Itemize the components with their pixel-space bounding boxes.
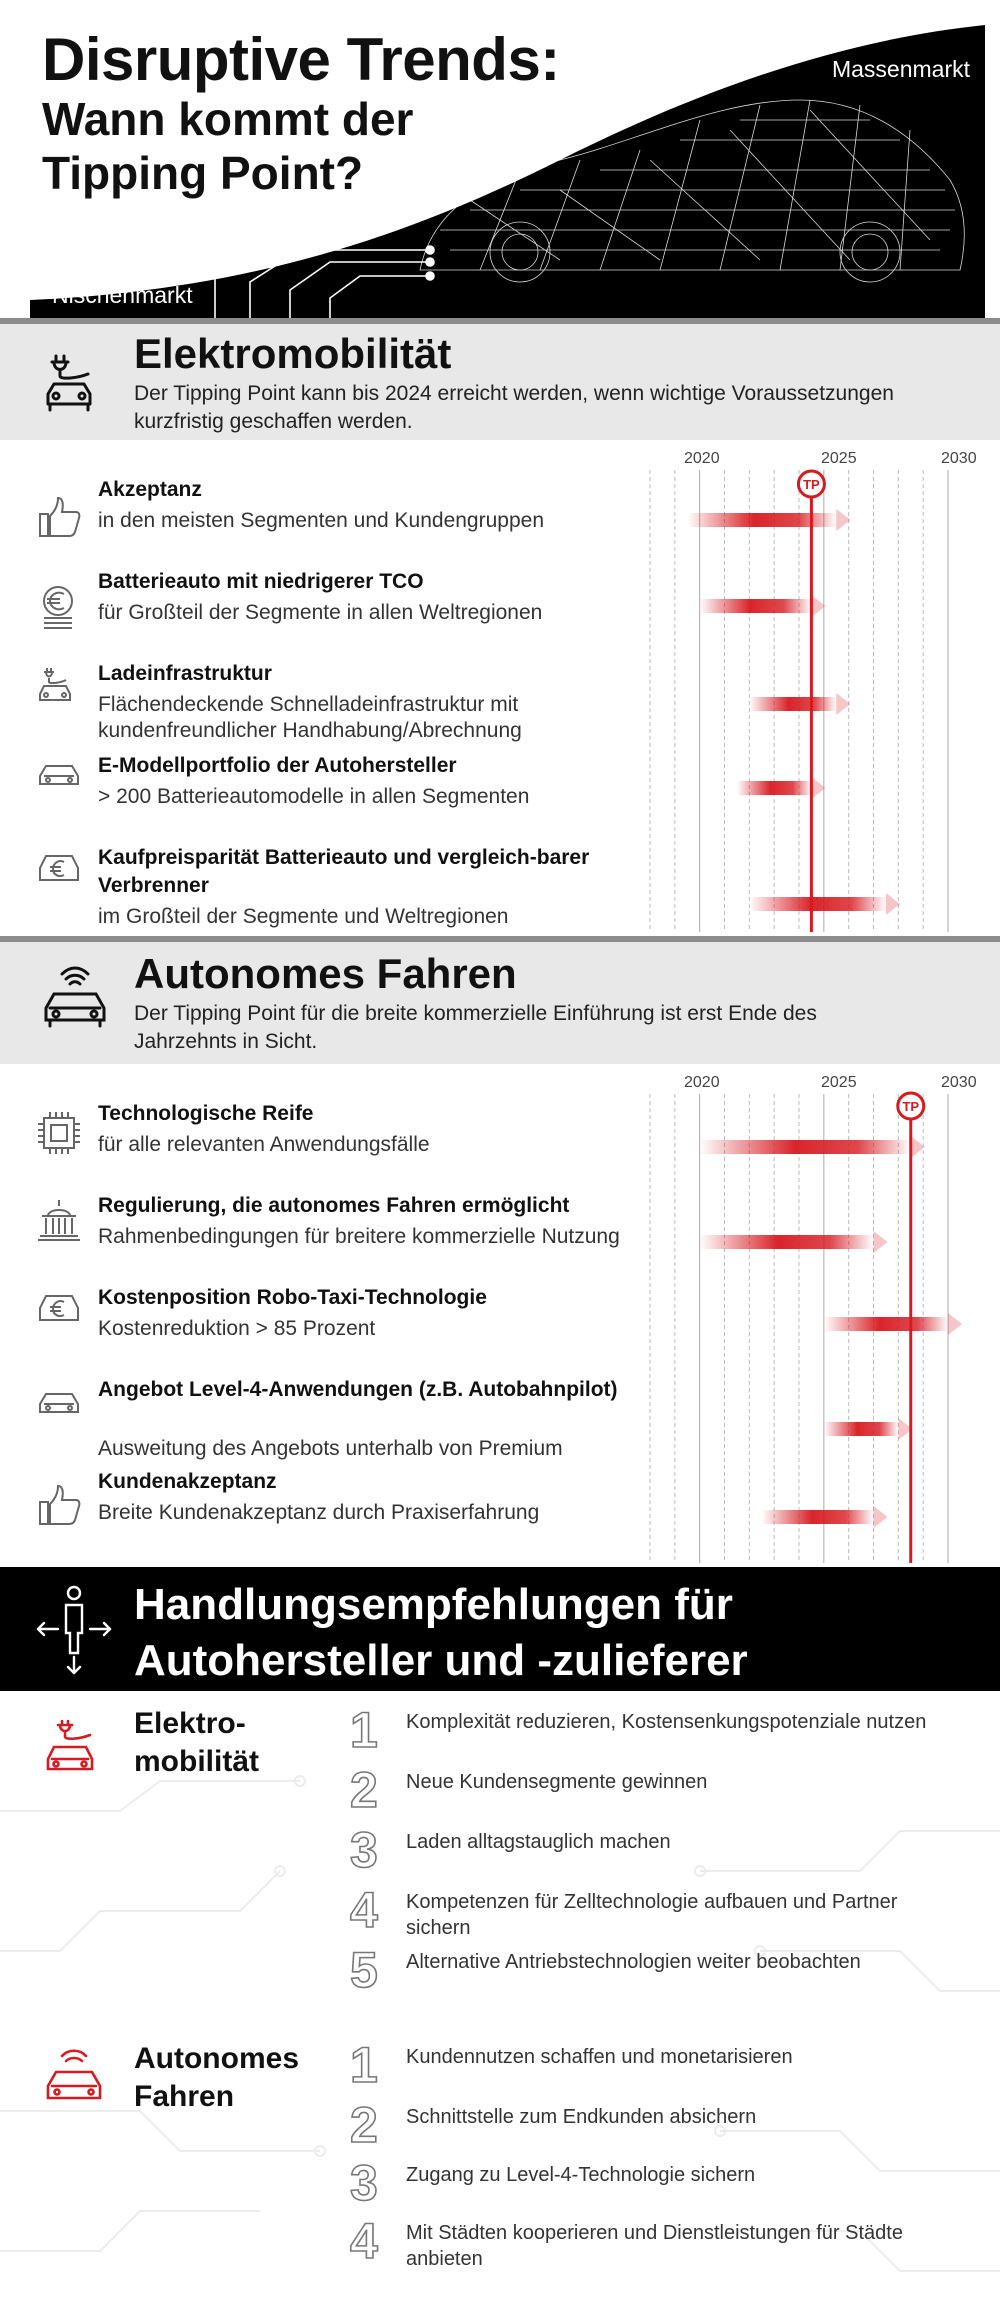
row-title: Ladeinfrastruktur: [98, 662, 272, 685]
timeline-bar: [687, 513, 836, 527]
thumbs-up-icon: [36, 494, 82, 540]
charging-car-icon: [42, 1719, 112, 1779]
rec-item-number: 2: [350, 2097, 378, 2153]
row-title: Kostenposition Robo-Taxi-Technologie: [98, 1286, 487, 1309]
euro-car-icon: [36, 844, 82, 890]
rec-item-text: Alternative Antriebstechnologien weiter beobachten: [406, 1951, 861, 1973]
rec-item-number: 3: [350, 1822, 378, 1878]
rec-item-text: Laden alltagstauglich machen: [406, 1831, 671, 1853]
row-title: E-Modellportfolio der Autohersteller: [98, 754, 457, 777]
rec-autonomous-title-line-1: Autonomes: [134, 2042, 299, 2075]
rec-item-text: Schnittstelle zum Endkunden absichern: [406, 2106, 757, 2128]
year-label-2030: 2030: [941, 1074, 977, 1091]
row-title: Akzeptanz: [98, 478, 202, 501]
timeline-bar: [700, 1235, 874, 1249]
row-description: Ausweitung des Angebots unterhalb von Premium: [98, 1437, 563, 1460]
title-line-1: Disruptive Trends:: [42, 26, 560, 93]
timeline-bar-arrow: [911, 1136, 925, 1158]
row-title: Kundenakzeptanz: [98, 1470, 277, 1493]
timeline-bar-arrow: [886, 893, 900, 915]
timeline-bar: [700, 1140, 911, 1154]
row-title: Regulierung, die autonomes Fahren ermöglicht: [98, 1194, 570, 1217]
timeline-bar: [749, 897, 886, 911]
year-label-2020: 2020: [684, 1074, 720, 1091]
recommendations-banner: [0, 1567, 1000, 1691]
recommendations-title: [134, 1577, 748, 1689]
autonomous-timeline: [0, 1064, 1000, 1567]
row-title: Angebot Level-4-Anwendungen (z.B. Autobahnpilot): [98, 1378, 618, 1401]
row-description: für Großteil der Segmente in allen Weltregionen: [98, 601, 543, 624]
rec-item-text: Mit Städten kooperieren und Dienstleistungen für Städte anbieten: [406, 2222, 903, 2270]
mass-market-label: Massenmarkt: [831, 56, 970, 82]
timeline-bar-arrow: [836, 693, 850, 715]
recommendations-title-line-2: Autohersteller und -zulieferer: [134, 1636, 748, 1685]
timeline-bar-arrow: [811, 777, 825, 799]
rec-autonomous-section: [0, 2036, 1000, 2296]
rec-emobility-title-line-2: mobilität: [134, 1745, 259, 1778]
car-icon: [36, 750, 82, 796]
government-building-icon: [36, 1198, 82, 1244]
emobility-title: Elektromobilität: [134, 330, 452, 377]
row-description: im Großteil der Segmente und Weltregionen: [98, 905, 509, 928]
rec-item-number: 1: [350, 1702, 378, 1758]
rec-item-number: 4: [350, 2213, 378, 2269]
emobility-banner: [0, 324, 1000, 440]
title-line-3: Tipping Point?: [42, 147, 364, 199]
row-description: Breite Kundenakzeptanz durch Praxiserfahrung: [98, 1501, 540, 1524]
year-label-2025: 2025: [821, 1074, 857, 1091]
timeline-bar-arrow: [948, 1313, 962, 1335]
rec-item-number: 4: [350, 1882, 378, 1938]
emobility-description: Der Tipping Point kann bis 2024 erreicht werden, wenn wichtige Voraussetzungen kurzfristig geschaffen werden.: [134, 382, 894, 433]
emobility-timeline: [0, 440, 1000, 936]
timeline-bar: [762, 1510, 874, 1524]
rec-item-number: 3: [350, 2155, 378, 2211]
tipping-point-label: TP: [902, 1099, 920, 1114]
timeline-bar-arrow: [811, 595, 825, 617]
recommendations-title-line-1: Handlungsempfehlungen für: [134, 1580, 733, 1629]
row-description: Flächendeckende Schnelladeinfrastruktur mit kundenfreundlicher Handhabung/Abrechnung: [98, 693, 522, 742]
hero-header: [0, 0, 1000, 318]
euro-car-icon: [36, 1284, 82, 1330]
timeline-bar: [700, 599, 812, 613]
row-title: Technologische Reife: [98, 1102, 314, 1125]
rec-item-text: Zugang zu Level-4-Technologie sichern: [406, 2164, 756, 2186]
timeline-bar-arrow: [874, 1506, 888, 1528]
rec-emobility-section: [0, 1701, 1000, 2001]
timeline-bar: [824, 1317, 948, 1331]
charging-car-icon: [36, 662, 82, 708]
rec-item-number: 2: [350, 1762, 378, 1818]
rec-item-number: 5: [350, 1942, 378, 1998]
thumbs-up-icon: [36, 1482, 82, 1528]
chip-icon: [36, 1110, 82, 1156]
row-description: für alle relevanten Anwendungsfälle: [98, 1133, 430, 1156]
row-title: Batterieauto mit niedrigerer TCO: [98, 570, 424, 593]
autonomous-title: Autonomes Fahren: [134, 950, 517, 997]
charging-car-icon: [38, 344, 112, 418]
rec-autonomous-title-line-2: Fahren: [134, 2080, 235, 2113]
rec-item-text: Neue Kundensegmente gewinnen: [406, 1771, 708, 1793]
niche-market-label: Nischenmarkt: [52, 282, 193, 308]
rec-item-text: Kompetenzen für Zelltechnologie aufbauen und Partner sichern: [406, 1891, 898, 1939]
timeline-bar: [737, 781, 812, 795]
person-arrows-icon: [34, 1583, 114, 1675]
row-description: in den meisten Segmenten und Kundengruppen: [98, 509, 545, 532]
euro-coins-icon: [36, 584, 82, 630]
row-description: > 200 Batterieautomodelle in allen Segmenten: [98, 785, 530, 808]
rec-emobility-title: [134, 1705, 259, 1781]
page-title: [42, 28, 662, 200]
car-icon: [36, 1378, 82, 1424]
timeline-bar-arrow: [836, 509, 850, 531]
year-label-2030: 2030: [941, 450, 977, 467]
timeline-bar: [824, 1422, 899, 1436]
timeline-bar-arrow: [874, 1231, 888, 1253]
rec-item-text: Kundennutzen schaffen und monetarisieren: [406, 2046, 793, 2068]
title-line-2: Wann kommt der: [42, 93, 414, 145]
rec-emobility-title-line-1: Elektro-: [134, 1707, 246, 1740]
row-description: Kostenreduktion > 85 Prozent: [98, 1317, 376, 1340]
autonomous-car-icon: [42, 2046, 112, 2106]
rec-autonomous-title: [134, 2040, 299, 2116]
tipping-point-label: TP: [803, 477, 820, 492]
year-label-2020: 2020: [684, 450, 720, 467]
rec-item-text: Komplexität reduzieren, Kostensenkungspotenziale nutzen: [406, 1711, 927, 1733]
timeline-bar: [749, 697, 836, 711]
autonomous-description: Der Tipping Point für die breite kommerzielle Einführung ist erst Ende des Jahrzehnts in Sicht.: [134, 1002, 817, 1053]
year-label-2025: 2025: [821, 450, 857, 467]
rec-item-number: 1: [350, 2037, 378, 2093]
autonomous-car-icon: [38, 960, 112, 1034]
row-title: Kaufpreisparität Batterieauto und vergleich-barer Verbrenner: [98, 846, 590, 897]
row-description: Rahmenbedingungen für breitere kommerzielle Nutzung: [98, 1225, 620, 1248]
autonomous-banner: [0, 942, 1000, 1064]
